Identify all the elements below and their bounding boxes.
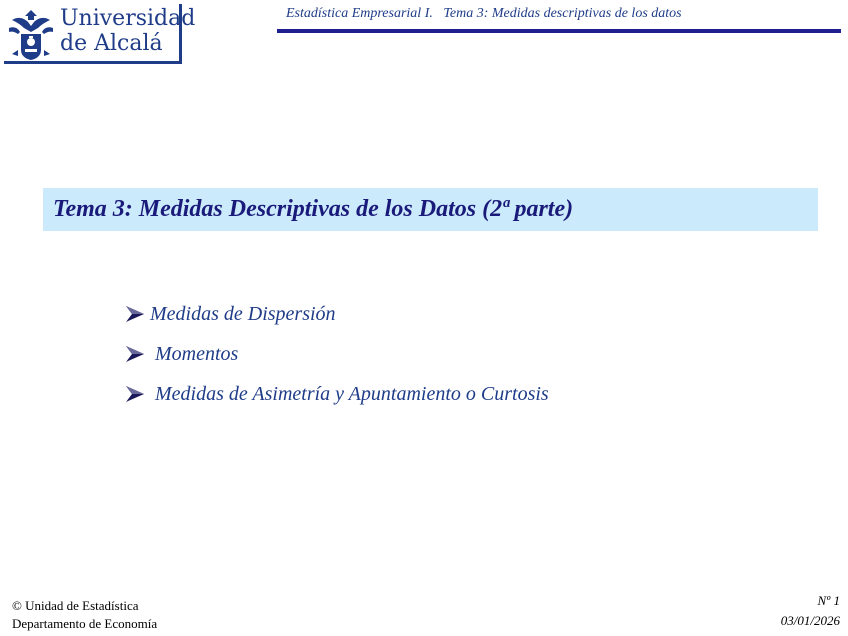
list-item <box>124 334 549 374</box>
header-divider <box>277 29 841 33</box>
footer-department: Departamento de Economía <box>12 616 158 631</box>
page-number: Nº 1 <box>817 593 840 608</box>
arrow-bullet-icon <box>124 344 146 364</box>
slide-header-text: Estadística Empresarial I. Tema 3: Medidas descriptivas de los datos <box>286 6 682 21</box>
bullet-label: Medidas de Asimetría y Apuntamiento o Curtosis <box>150 382 549 405</box>
arrow-bullet-icon <box>124 384 146 404</box>
university-crest-icon <box>6 6 56 62</box>
list-item <box>124 374 549 414</box>
slide-title: Tema 3: Medidas Descriptivas de los Datos (2ª parte) <box>53 196 574 222</box>
arrow-bullet-icon <box>124 304 146 324</box>
bullet-label: Medidas de Dispersión <box>150 302 336 325</box>
university-name <box>60 6 195 56</box>
bullet-list <box>124 294 549 414</box>
footer-meta <box>781 591 840 631</box>
list-item <box>124 294 549 334</box>
university-logo <box>4 4 196 64</box>
title-band <box>43 188 818 231</box>
bullet-label: Momentos <box>150 342 239 365</box>
slide-date: 03/01/2026 <box>780 613 840 628</box>
footer-credits <box>12 597 157 633</box>
footer-unit: © Unidad de Estadística <box>12 598 139 613</box>
university-name-line2: de Alcalá <box>60 31 163 56</box>
university-name-line1: Universidad <box>60 6 196 31</box>
